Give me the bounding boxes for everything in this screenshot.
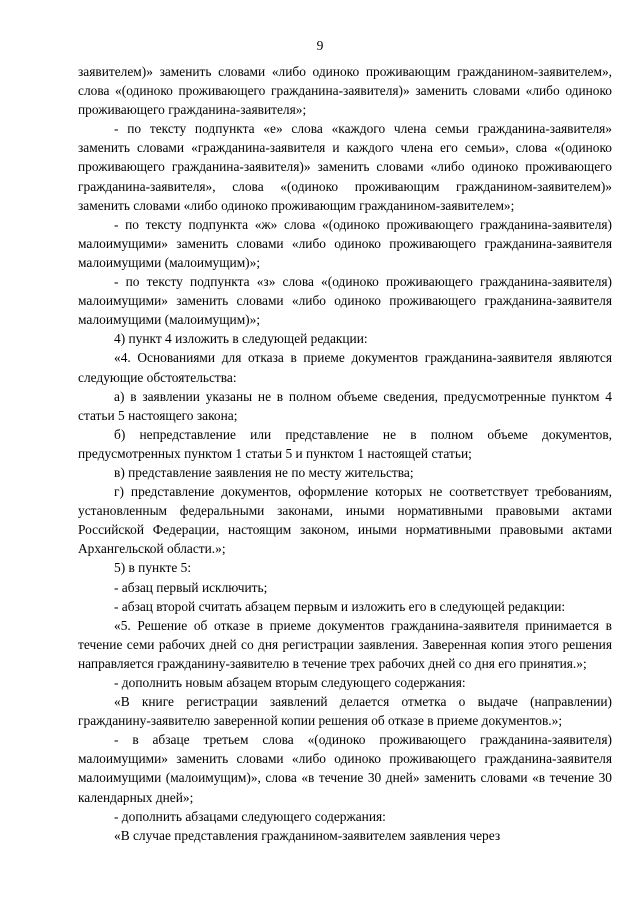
paragraph: - по тексту подпункта «ж» слова «(одиноко проживающего гражданина-заявителя) малоимущими» заменить словами «либо одиноко проживающего гражданина-заявителя малоимущими (малоимущим)»;: [78, 216, 612, 270]
paragraph: г) представление документов, оформление которых не соответствует требованиям, установленным федеральными законами, иными нормативными правовыми актами Российской Федерации, настоящим законом, иными нормативными правовыми актами Архангельской области.»;: [78, 484, 612, 557]
paragraph: «В случае представления гражданином-заявителем заявления через: [114, 827, 501, 843]
paragraph: - абзац второй считать абзацем первым и изложить его в следующей редакции:: [114, 598, 566, 614]
paragraph: б) непредставление или представление не в полном объеме документов, предусмотренных пунктом 1 статьи 5 и пунктом 1 настоящей статьи;: [78, 426, 612, 461]
paragraph: 5) в пункте 5:: [114, 560, 192, 576]
paragraph: - дополнить абзацами следующего содержания:: [114, 808, 386, 824]
page-number: 9: [316, 38, 324, 53]
paragraph: а) в заявлении указаны не в полном объеме сведения, предусмотренные пунктом 4 статьи 5 настоящего закона;: [78, 388, 612, 423]
paragraph: «5. Решение об отказе в приеме документов гражданина-заявителя принимается в течение семи рабочих дней со дня регистрации заявления. Заверенная копия этого решения направляется гражданину-заявителю в течение трех рабочих дней со дня его принятия.»;: [78, 617, 612, 671]
paragraph: - по тексту подпункта «з» слова «(одиноко проживающего гражданина-заявителя) малоимущими» заменить словами «либо одиноко проживающего гражданина-заявителя малоимущими (малоимущим)»;: [78, 274, 612, 328]
paragraph: «В книге регистрации заявлений делается отметка о выдаче (направлении) гражданину-заявителю заверенной копии решения об отказе в приеме документов.»;: [78, 694, 612, 729]
paragraph: в) представление заявления не по месту жительства;: [114, 464, 414, 480]
paragraph: «4. Основаниями для отказа в приеме документов гражданина-заявителя являются следующие обстоятельства:: [78, 350, 612, 385]
paragraph: заявителем)» заменить словами «либо одиноко проживающим гражданином-заявителем», слова «(одиноко проживающего гражданина-заявителя)» заменить словами «либо одиноко проживающего гражданина-заявителя»;: [78, 64, 612, 118]
paragraph: - в абзаце третьем слова «(одиноко проживающего гражданина-заявителя) малоимущими» заменить словами «либо одиноко проживающего гражданина-заявителя малоимущими (малоимущим)», слова «в течение 30 дней» заменить словами «в течение 30 календарных дней»;: [78, 732, 612, 805]
paragraph: - абзац первый исключить;: [114, 579, 268, 595]
paragraph: - дополнить новым абзацем вторым следующего содержания:: [114, 675, 466, 690]
document-body: [78, 62, 612, 845]
paragraph: 4) пункт 4 изложить в следующей редакции:: [114, 331, 368, 347]
paragraph: - по тексту подпункта «е» слова «каждого члена семьи гражданина-заявителя» заменить словами «гражданина-заявителя и каждого члена его семьи», слова «(одиноко проживающего гражданина-заявителя)» заменить словами «либо одиноко проживающего гражданина-заявителя», слова «(одиноко проживающим гражданином-заявителем)» заменить словами «либо одиноко проживающим гражданином-заявителем»;: [78, 121, 612, 213]
